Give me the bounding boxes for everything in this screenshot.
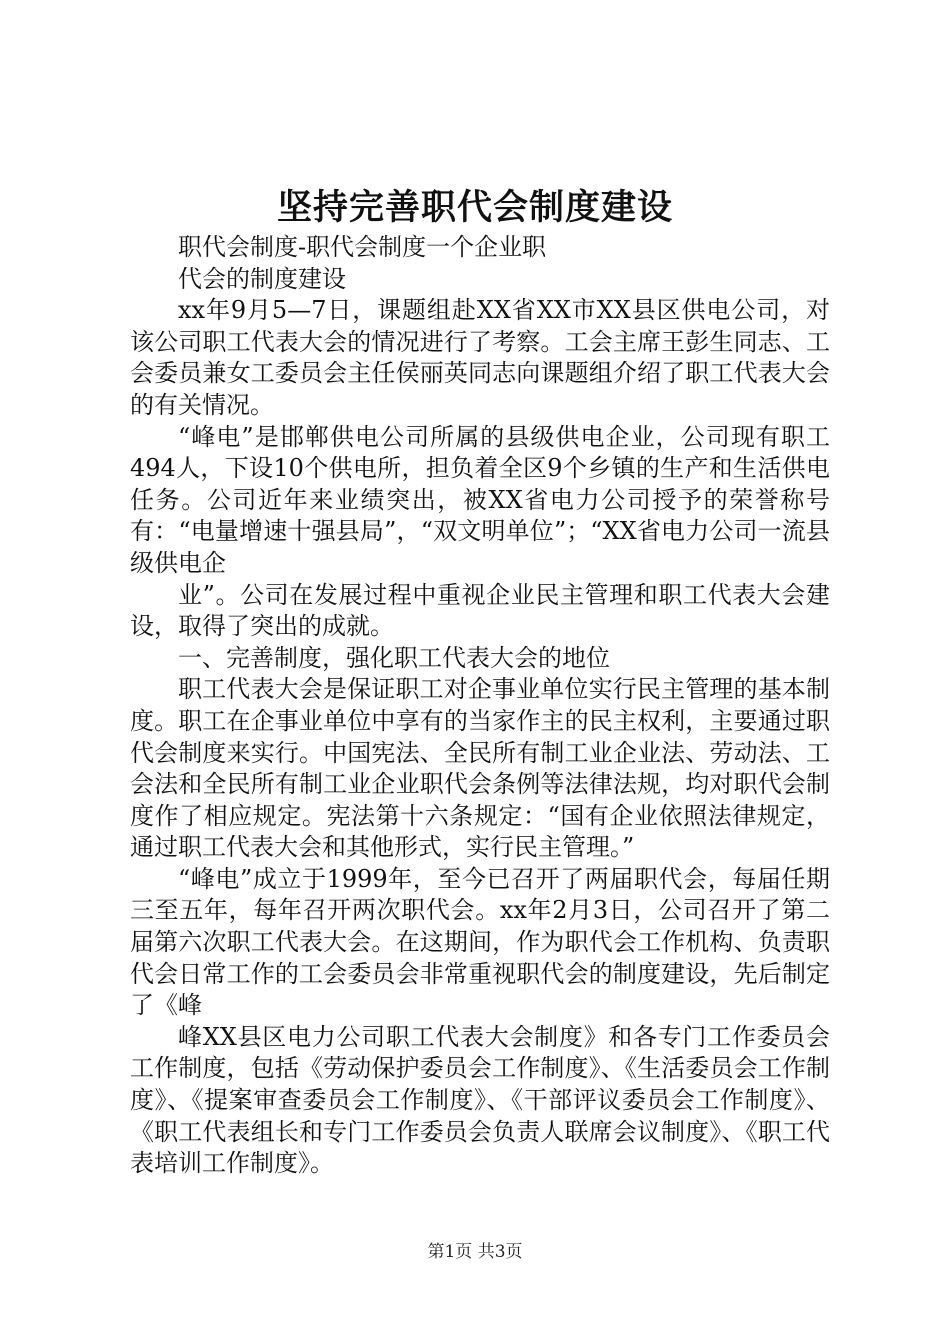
page-number-footer: 第1页 共3页 bbox=[427, 1242, 523, 1262]
paragraph: “峰电”成立于1999年，至今已召开了两届职代会，每届任期三至五年，每年召开两次职代会。xx年2月3日，公司召开了第二届第六次职工代表大会。在这期间，作为职代会工作机构、负责职代会日常工作的工会委员会非常重视职代会的制度建设，先后制定了《峰 bbox=[130, 864, 830, 1020]
paragraph: 职代会制度-职代会制度一个企业职 bbox=[178, 233, 547, 261]
document-title: 坚持完善职代会制度建设 bbox=[276, 187, 673, 228]
paragraph: “峰电”是邯郸供电公司所属的县级供电企业，公司现有职工494人，下设10个供电所，担负着全区9个乡镇的生产和生活供电任务。公司近年来业绩突出，被XX省电力公司授予的荣誉称号有：“电量增速十强县局”，“双文明单位”；“XX省电力公司一流县级供电企 bbox=[130, 422, 830, 577]
paragraph: 职工代表大会是保证职工对企事业单位实行民主管理的基本制度。职工在企事业单位中享有的当家作主的民主权利，主要通过职代会制度来实行。中国宪法、全民所有制工业企业法、劳动法、工会法和全民所有制工业企业职代会条例等法律法规，均对职代会制度作了相应规定。宪法第十六条规定：“国有企业依照法律规定，通过职工代表大会和其他形式，实行民主管理。” bbox=[130, 675, 830, 862]
paragraph: xx年9月5—7日，课题组赴XX省XX市XX县区供电公司，对该公司职工代表大会的情况进行了考察。工会主席王彭生同志、工会委员兼女工委员会主任侯丽英同志向课题组介绍了职工代表大会的有关情况。 bbox=[130, 296, 830, 419]
paragraph: 业”。公司在发展过程中重视企业民主管理和职工代表大会建设，取得了突出的成就。 bbox=[130, 580, 830, 641]
section-heading: 一、完善制度，强化职工代表大会的地位 bbox=[178, 643, 610, 672]
paragraph: 代会的制度建设 bbox=[178, 264, 346, 293]
paragraph: 峰XX县区电力公司职工代表大会制度》和各专门工作委员会工作制度，包括《劳动保护委员会工作制度》、《生活委员会工作制度》、《提案审查委员会工作制度》、《干部评议委员会工作制度》、《职工代表组长和专门工作委员会负责人联席会议制度》、《职工代表培训工作制度》。 bbox=[130, 1022, 830, 1178]
document-body bbox=[130, 232, 830, 1180]
